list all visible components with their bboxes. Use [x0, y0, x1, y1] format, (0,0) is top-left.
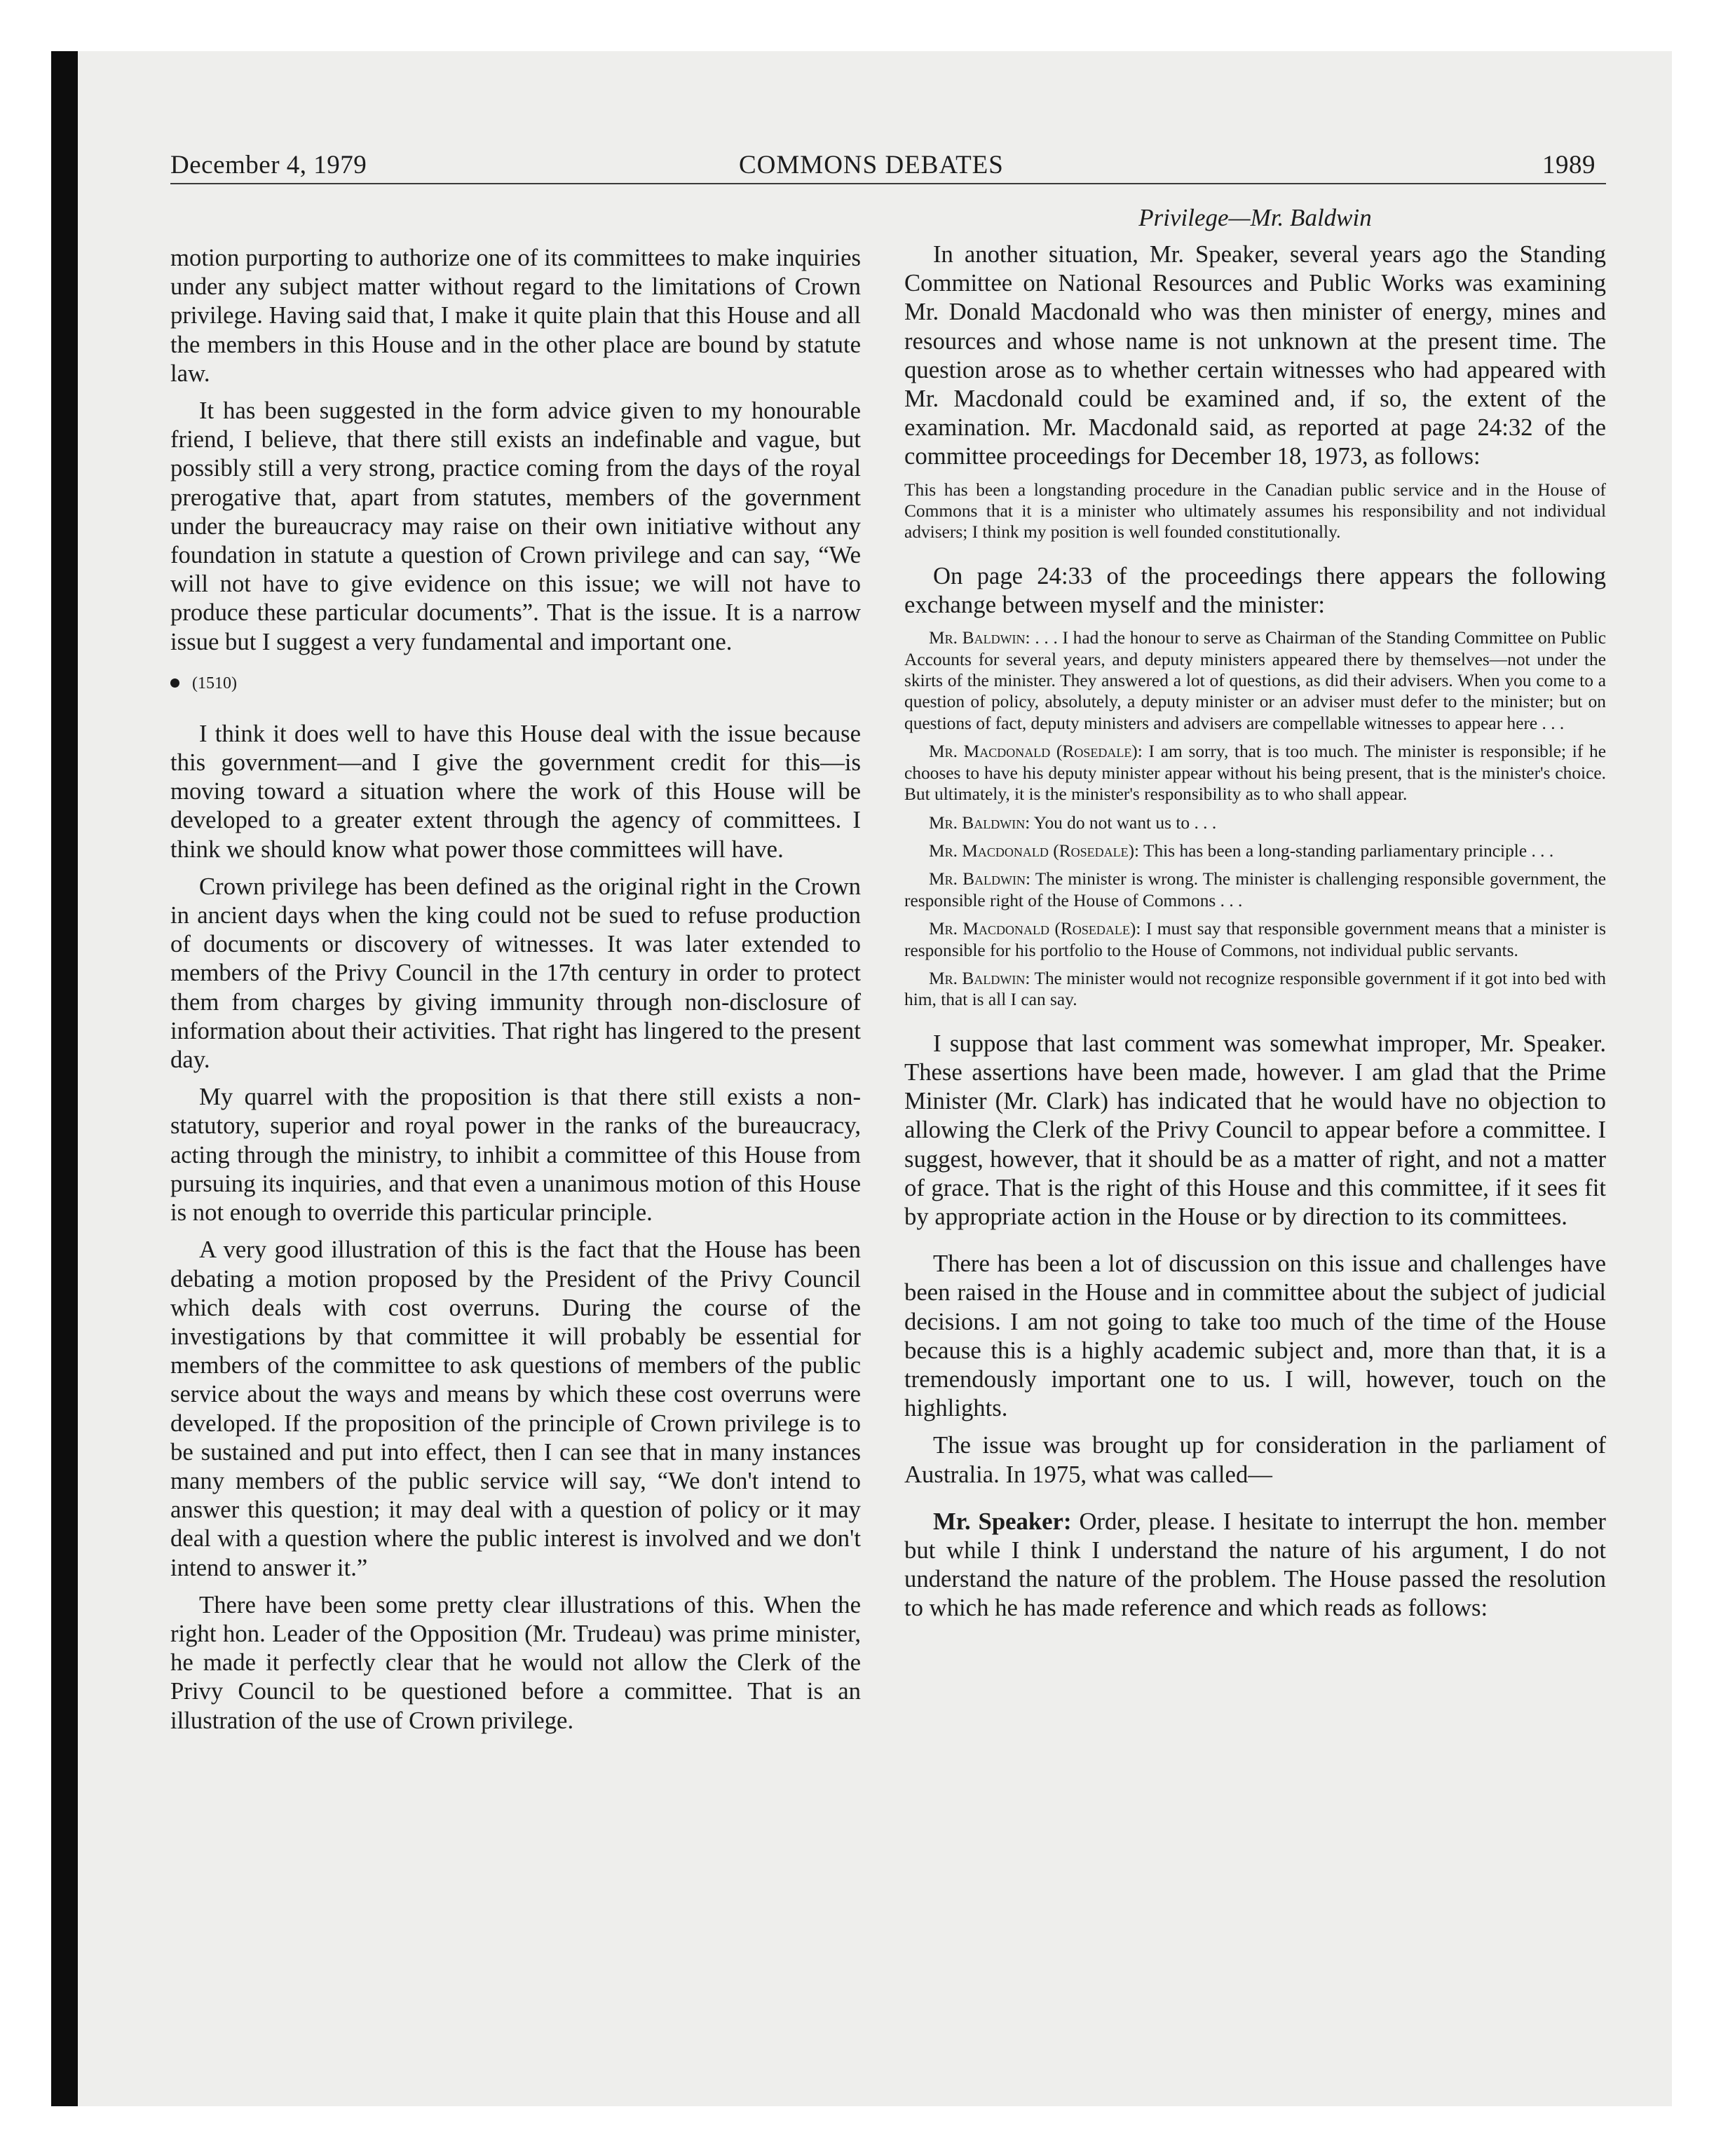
header-title: COMMONS DEBATES	[739, 151, 1004, 179]
speaker-label: Mr. Speaker:	[933, 1507, 1072, 1535]
speaker-text: Order, please. I hesitate to interrupt the hon. member but while I think I understand the nature of his argument, I do not understand the nature of the problem. The House passed the resolution to which he has made reference and which reads as follows:	[904, 1507, 1606, 1622]
exchange-text: The minister is wrong. The minister is challenging responsible government, the responsible right of the House of Commons . . .	[904, 869, 1606, 910]
paragraph: I think it does well to have this House deal with the issue because this government—and I give the government credit for this—is moving toward a situation where the work of this House will be developed to a greater extent through the agency of committees. I think we should know what power those committees will have.	[170, 719, 861, 863]
page-number: 1989	[1542, 151, 1595, 179]
paragraph: My quarrel with the proposition is that there still exists a non-statutory, superior and royal power in the ranks of the bureaucracy, acting through the ministry, to inhibit a committee of this House from pursuing its inquiries, and that even a unanimous motion of this House is not enough to override this particular principle.	[170, 1083, 861, 1227]
header-date: December 4, 1979	[170, 151, 367, 179]
exchange-transcript	[904, 627, 1606, 1011]
exchange-entry	[904, 741, 1606, 805]
bullet-icon	[170, 678, 179, 688]
speaker-name: Mr. Baldwin:	[929, 628, 1030, 648]
exchange-text: I am sorry, that is too much. The minister is responsible; if he chooses to have his deputy minister appear without his being present, that is the minister's choice. But ultimately, it is the minister's responsibility as to who shall appear.	[904, 742, 1606, 805]
right-column	[904, 203, 1606, 1631]
paragraph: The issue was brought up for consideration in the parliament of Australia. In 1975, what was called—	[904, 1431, 1606, 1488]
time-marker-label: (1510)	[192, 674, 237, 692]
paragraph: In another situation, Mr. Speaker, several years ago the Standing Committee on National Resources and Public Works was examining Mr. Donald Macdonald who was then minister of energy, mines and resources and whose name is not unknown at the present time. The question arose as to whether certain witnesses who had appeared with Mr. Macdonald could be examined and, if so, the extent of the examination. Mr. Macdonald said, as reported at page 24:32 of the committee proceedings for December 18, 1973, as follows:	[904, 240, 1606, 470]
speaker-name: Mr. Macdonald (Rosedale):	[929, 919, 1141, 939]
exchange-text: I must say that responsible government means that a minister is responsible for his portfolio to the House of Commons, not individual public servants.	[904, 919, 1606, 960]
exchange-entry	[904, 968, 1606, 1011]
exchange-text: The minister would not recognize responsible government if it got into bed with him, that is all I can say.	[904, 968, 1606, 1010]
left-column	[170, 243, 861, 1743]
paragraph: motion purporting to authorize one of its committees to make inquiries under any subject matter without regard to the limitations of Crown privilege. Having said that, I make it quite plain that this House and all the members in this House and in the other place are bound by statute law.	[170, 244, 861, 387]
paragraph: Crown privilege has been defined as the original right in the Crown in ancient days when the king could not be sued to refuse production of documents or discovery of witnesses. It was later extended to members of the Privy Council in the 17th century in order to protect them from charges by giving immunity through non-disclosure of information about their activities. That right has lingered to the present day.	[170, 872, 861, 1074]
paragraph: There has been a lot of discussion on this issue and challenges have been raised in the House and in committee about the subject of judicial decisions. I am not going to take too much of the time of the House because this is a highly academic subject and, more than that, it is a tremendously important one to us. I will, however, touch on the highlights.	[904, 1250, 1606, 1422]
exchange-entry	[904, 812, 1606, 833]
paragraph: On page 24:33 of the proceedings there appears the following exchange between myself and the minister:	[904, 561, 1606, 619]
speaker-name: Mr. Macdonald (Rosedale):	[929, 840, 1140, 861]
exchange-text: This has been a long-standing parliamentary principle . . .	[1139, 840, 1554, 861]
block-quote: This has been a longstanding procedure in the Canadian public service and in the House of Commons that it is a minister who ultimately assumes his responsibility and not individual advisers; I think my position is well founded constitutionally.	[904, 479, 1606, 543]
paragraph: There have been some pretty clear illustrations of this. When the right hon. Leader of the Opposition (Mr. Trudeau) was prime minister, he made it perfectly clear that he would not allow the Clerk of the Privy Council to be questioned before a committee. That is an illustration of the use of Crown privilege.	[170, 1590, 861, 1734]
scan-binding-edge	[51, 51, 78, 2106]
paragraph: I suppose that last comment was somewhat improper, Mr. Speaker. These assertions have been made, however. I am glad that the Prime Minister (Mr. Clark) has indicated that he would have no objection to allowing the Clerk of the Privy Council to appear before a committee. I suggest, however, that it should be as a matter of right, and not a matter of grace. That is the right of this House and this committee, if it sees fit by appropriate action in the House or by direction to its committees.	[904, 1029, 1606, 1230]
exchange-text: You do not want us to . . .	[1030, 812, 1217, 833]
speaker-name: Mr. Baldwin:	[929, 869, 1031, 889]
exchange-entry	[904, 868, 1606, 911]
speaker-name: Mr. Macdonald (Rosedale):	[929, 742, 1143, 762]
time-marker	[170, 673, 861, 694]
running-head: Privilege—Mr. Baldwin	[1138, 204, 1372, 231]
paragraph: It has been suggested in the form advice given to my honourable friend, I believe, that there still exists an indefinable and vague, but possibly still a very strong, practice coming from the days of the royal prerogative that, apart from statutes, members of the government under the bureaucracy may raise on their own initiative without any foundation in statute a question of Crown privilege and can say, “We will not have to give evidence on this issue; we will not have to produce these particular documents”. That is the issue. It is a narrow issue but I suggest a very fundamental and important one.	[170, 397, 861, 655]
speaker-paragraph	[904, 1507, 1606, 1623]
exchange-entry	[904, 627, 1606, 734]
exchange-text: . . . I had the honour to serve as Chairman of the Standing Committee on Public Accounts for several years, and deputy ministers appeared there by themselves—not under the skirts of the minister. They answered a lot of questions, as did their advisers. When you come to a question of policy, absolutely, a deputy minister or an adviser must defer to the minister; but on questions of fact, deputy ministers and advisers are compellable witnesses to appear here . . .	[904, 628, 1606, 733]
paragraph: A very good illustration of this is the fact that the House has been debating a motion proposed by the President of the Privy Council which deals with cost overruns. During the course of the investigations by that committee it will probably be essential for members of the committee to ask questions of members of the public service about the ways and means by which these cost overruns were developed. If the proposition of the principle of Crown privilege is to be sustained and put into effect, then I can see that in many instances many members of the public service will say, “We don't intend to answer this question; it may deal with a question of policy or it may deal with a question where the public interest is involved and we don't intend to answer it.”	[170, 1236, 861, 1581]
exchange-entry	[904, 840, 1606, 861]
speaker-name: Mr. Baldwin:	[929, 812, 1030, 833]
header-rule	[170, 183, 1606, 184]
speaker-name: Mr. Baldwin:	[929, 968, 1030, 988]
exchange-entry	[904, 918, 1606, 961]
